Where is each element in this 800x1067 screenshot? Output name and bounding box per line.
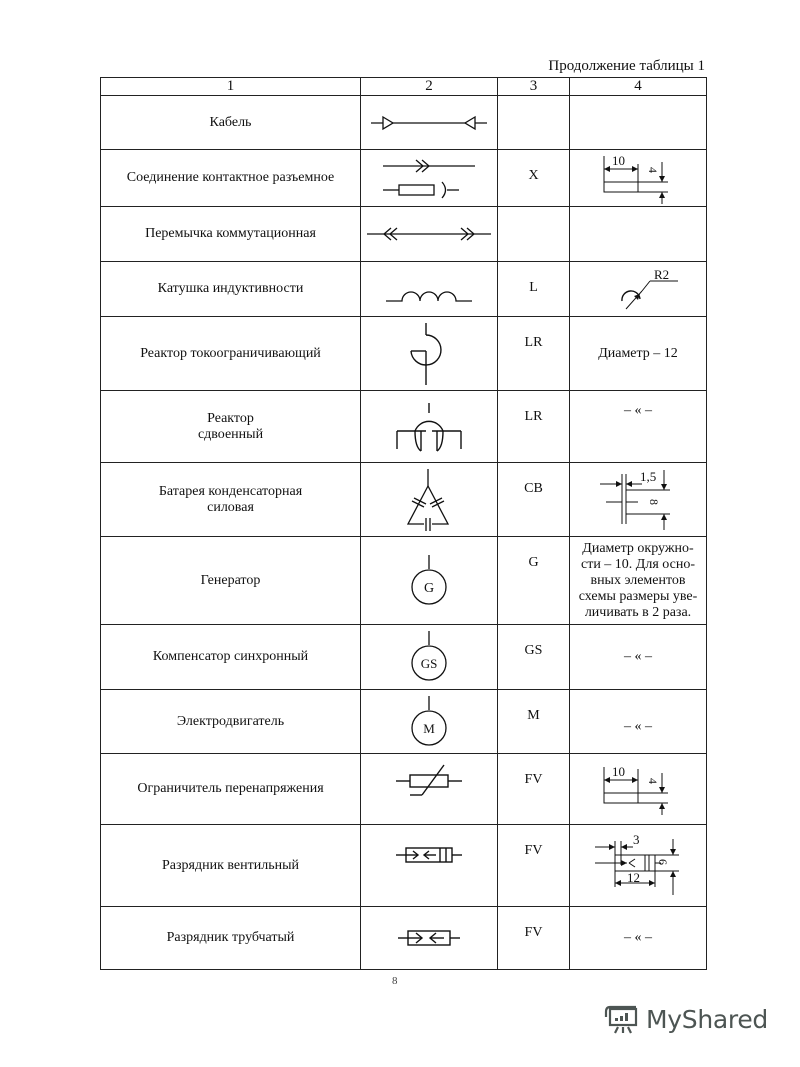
element-name-line: сдвоенный (197, 426, 264, 442)
power-capacitor-bank-symbol (404, 467, 454, 533)
height-label: 4 (646, 778, 660, 785)
table-row (101, 96, 707, 150)
note-line: сти – 10. Для осно- (580, 556, 696, 572)
symbol-cell (361, 754, 498, 825)
code-cell: GS (498, 625, 570, 690)
column-header: 2 (361, 78, 498, 96)
arrester-dimension-drawing (593, 831, 683, 897)
symbols-table (100, 77, 707, 970)
cable-symbol (369, 113, 489, 133)
symbol-cell (361, 96, 498, 150)
code-cell: LR (498, 317, 570, 391)
symbol-cell (361, 463, 498, 537)
capacitor-dimension-drawing (598, 468, 678, 532)
symbol-cell (361, 150, 498, 207)
current-limiting-reactor-symbol (404, 321, 454, 387)
symbol-cell (361, 262, 498, 317)
watermark-brand: MyShared (646, 1004, 768, 1034)
height-label: 8 (647, 498, 661, 505)
element-name-line: Батарея конденсаторная (158, 483, 303, 499)
table-caption: Продолжение таблицы 1 (548, 58, 705, 74)
symbol-cell (361, 391, 498, 463)
element-name: Ограничитель перенапряжения (101, 754, 361, 825)
note-line: схемы размеры уве- (578, 588, 698, 604)
element-name: Разрядник вентильный (101, 825, 361, 907)
column-header: 3 (498, 78, 570, 96)
element-name: Компенсатор синхронный (101, 625, 361, 690)
watermark-logo (604, 1003, 768, 1035)
code-cell: G (498, 537, 570, 625)
symbol-letter: GS (420, 656, 438, 672)
code-cell: X (498, 150, 570, 207)
dimension-cell (570, 825, 707, 907)
valve-arrester-symbol (394, 843, 464, 867)
synchronous-compensator-symbol (407, 629, 451, 685)
element-name: Кабель (101, 96, 361, 150)
symbol-cell (361, 825, 498, 907)
table-row (101, 150, 707, 207)
dimension-cell (570, 754, 707, 825)
dimension-cell: Диаметр – 12 (570, 317, 707, 391)
connector-dimension-drawing (598, 152, 678, 204)
table-row (101, 625, 707, 690)
gap-label: 1,5 (640, 468, 657, 484)
height-label: 6 (656, 858, 670, 865)
width-label: 12 (627, 869, 640, 885)
note-line: Диаметр окружно- (582, 540, 694, 556)
symbol-letter: M (423, 720, 435, 736)
tube-arrester-symbol (396, 926, 462, 950)
dimension-cell (570, 537, 707, 625)
symbol-cell (361, 207, 498, 262)
width-label: 10 (612, 153, 625, 169)
element-name: Генератор (101, 537, 361, 625)
table-row (101, 463, 707, 537)
code-cell (498, 207, 570, 262)
dimension-cell (570, 207, 707, 262)
twin-reactor-symbol (394, 401, 464, 453)
element-name (101, 391, 361, 463)
table-header-row (101, 78, 707, 96)
plug-socket-connection-symbol (379, 156, 479, 200)
element-name (101, 463, 361, 537)
motor-symbol (407, 694, 451, 750)
dimension-cell (570, 96, 707, 150)
element-name: Разрядник трубчатый (101, 907, 361, 970)
symbol-cell (361, 907, 498, 970)
table-row (101, 825, 707, 907)
element-name-line: Реактор (207, 410, 254, 426)
radius-label: R2 (654, 267, 670, 283)
width-label: 10 (612, 764, 625, 780)
table-row (101, 391, 707, 463)
element-name: Соединение контактное разъемное (101, 150, 361, 207)
dimension-cell: – « – (570, 690, 707, 754)
dimension-cell (570, 463, 707, 537)
code-cell: L (498, 262, 570, 317)
element-name: Электродвигатель (101, 690, 361, 754)
limiter-dimension-drawing (598, 763, 678, 815)
code-cell: FV (498, 825, 570, 907)
presentation-board-icon (604, 1003, 640, 1035)
table-row (101, 537, 707, 625)
dimension-cell: – « – (570, 625, 707, 690)
note-line: личивать в 2 раза. (584, 604, 692, 620)
table-row (101, 907, 707, 970)
dimension-cell (570, 262, 707, 317)
dimension-cell (570, 150, 707, 207)
column-header: 1 (101, 78, 361, 96)
table-row (101, 262, 707, 317)
switching-jumper-symbol (365, 224, 493, 244)
column-header: 4 (570, 78, 707, 96)
note-line: вных элементов (590, 572, 686, 588)
element-name-line: силовая (207, 499, 254, 515)
dimension-cell: – « – (570, 907, 707, 970)
page-number: 8 (392, 975, 398, 987)
element-name: Реактор токоограничивающий (101, 317, 361, 391)
table-row (101, 317, 707, 391)
code-cell: FV (498, 754, 570, 825)
symbol-cell (361, 317, 498, 391)
generator-symbol (407, 553, 451, 609)
height-label: 4 (646, 167, 660, 174)
dimension-cell: – « – (570, 391, 707, 463)
table-row (101, 754, 707, 825)
table-row (101, 690, 707, 754)
inductor-coil-symbol (384, 281, 474, 311)
gap-label: 3 (633, 831, 640, 847)
element-name: Перемычка коммутационная (101, 207, 361, 262)
surge-limiter-symbol (394, 763, 464, 803)
symbol-letter: G (423, 580, 435, 596)
code-cell: M (498, 690, 570, 754)
symbol-cell (361, 625, 498, 690)
table-row (101, 207, 707, 262)
code-cell (498, 96, 570, 150)
symbol-cell (361, 690, 498, 754)
symbol-cell (361, 537, 498, 625)
code-cell: LR (498, 391, 570, 463)
radius-dimension-drawing (588, 267, 688, 311)
code-cell: CB (498, 463, 570, 537)
code-cell: FV (498, 907, 570, 970)
element-name: Катушка индуктивности (101, 262, 361, 317)
